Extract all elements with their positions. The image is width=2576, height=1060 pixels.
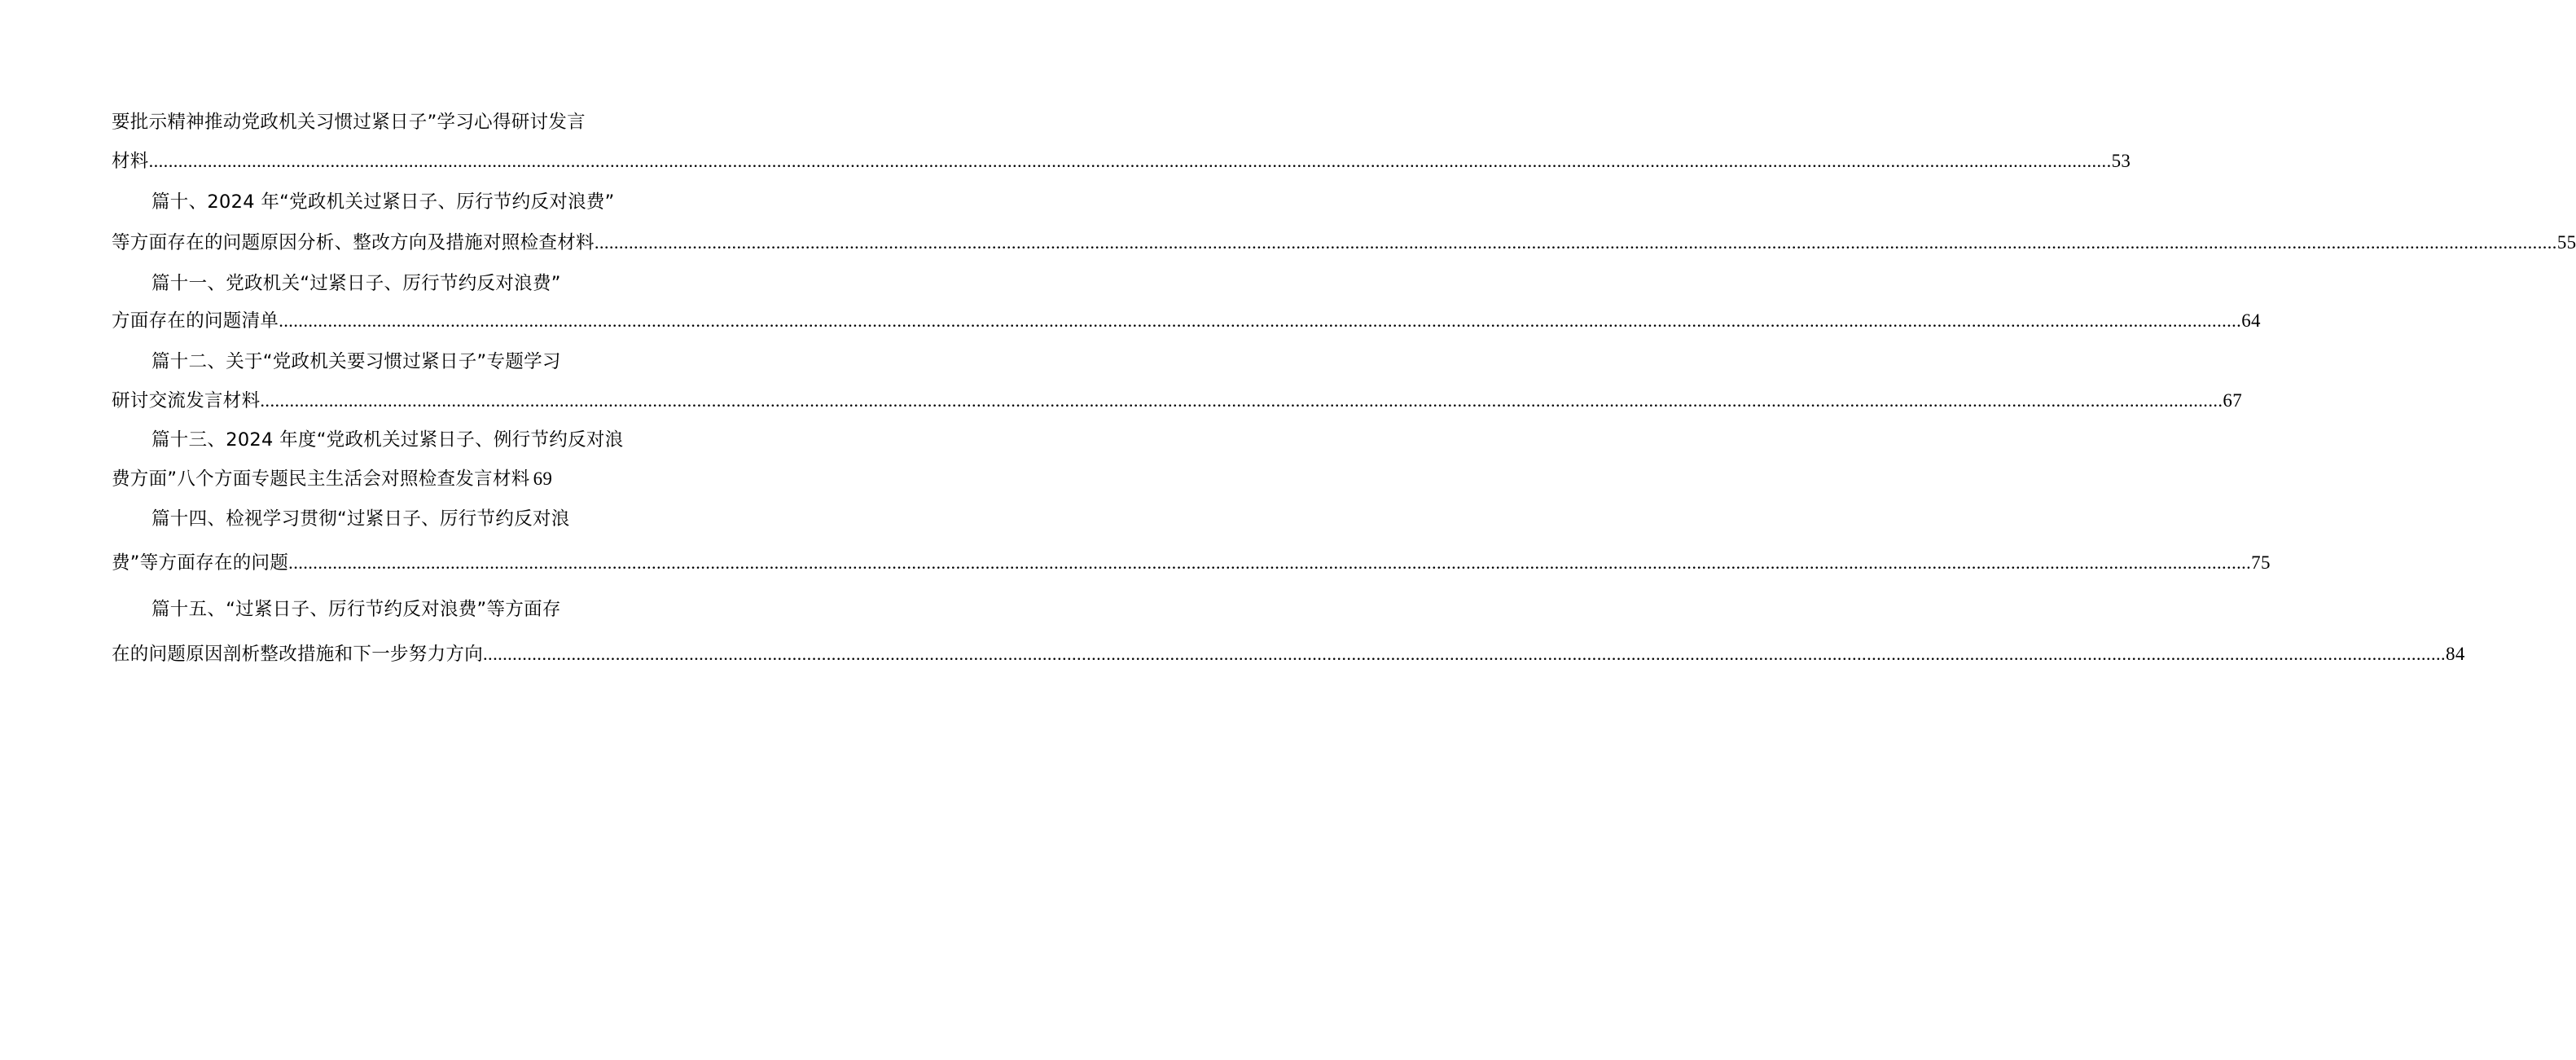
toc-entry-5-page-number: 69 <box>533 468 553 489</box>
dot-leader: ................................................................................................................................................................................................................................................................................................................................................................................................................ <box>148 151 2112 171</box>
toc-entry-4-title-line: 篇十二、关于“党政机关要习惯过紧日子”专题学习 <box>151 351 561 372</box>
toc-entry-3-title-line: 篇十一、党政机关“过紧日子、厉行节约反对浪费” <box>151 273 561 294</box>
toc-entry-5-title-end: 费方面”八个方面专题民主生活会对照检查发言材料 <box>112 468 530 490</box>
dot-leader: ................................................................................................................................................................................................................................................................................................................................................................................................................ <box>288 552 2252 573</box>
toc-entry-6-page-number: 75 <box>2251 552 2271 573</box>
toc-entry-2-last-line[interactable] <box>112 229 2576 257</box>
dot-leader: ................................................................................................................................................................................................................................................................................................................................................................................................................ <box>594 232 2557 253</box>
toc-entry-5-title-line: 篇十三、2024 年度“党政机关过紧日子、例行节约反对浪 <box>151 429 624 451</box>
toc-entry-1-title-line: 要批示精神推动党政机关习惯过紧日子”学习心得研讨发言 <box>112 112 586 133</box>
toc-entry-3-page-number: 64 <box>2241 310 2261 331</box>
toc-entry-5-last-line[interactable] <box>112 465 600 493</box>
toc-entry-1-title-end: 材料 <box>112 151 149 172</box>
toc-entry-2-title-line: 篇十、2024 年“党政机关过紧日子、厉行节约反对浪费” <box>151 191 615 213</box>
toc-entry-3-title-end: 方面存在的问题清单 <box>112 310 279 332</box>
toc-entry-7-page-number: 84 <box>2446 644 2465 664</box>
toc-entry-6-title-end: 费”等方面存在的问题 <box>112 552 289 574</box>
dot-leader: ................................................................................................................................................................................................................................................................................................................................................................................................................ <box>260 390 2223 411</box>
toc-entry-3-last-line[interactable] <box>112 307 2261 335</box>
toc-entry-2-page-number: 55 <box>2556 232 2576 253</box>
dot-leader: ................................................................................................................................................................................................................................................................................................................................................................................................................ <box>483 644 2447 664</box>
toc-entry-4-last-line[interactable] <box>112 387 2243 415</box>
toc-entry-7-title-end: 在的问题原因剖析整改措施和下一步努力方向 <box>112 644 484 665</box>
dot-leader: ................................................................................................................................................................................................................................................................................................................................................................................................................ <box>279 310 2242 331</box>
toc-entry-1-page-number: 53 <box>2111 151 2131 171</box>
toc-entry-2-title-end: 等方面存在的问题原因分析、整改方向及措施对照检查材料 <box>112 232 595 253</box>
toc-entry-4-page-number: 67 <box>2223 390 2243 411</box>
toc-entry-1-last-line[interactable] <box>112 147 2131 175</box>
toc-entry-6-last-line[interactable] <box>112 549 2271 577</box>
toc-entry-4-title-end: 研讨交流发言材料 <box>112 390 261 411</box>
toc-entry-7-title-line: 篇十五、“过紧日子、厉行节约反对浪费”等方面存 <box>151 599 561 620</box>
toc-entry-6-title-line: 篇十四、检视学习贯彻“过紧日子、厉行节约反对浪 <box>151 508 570 530</box>
toc-entry-7-last-line[interactable] <box>112 640 2465 668</box>
